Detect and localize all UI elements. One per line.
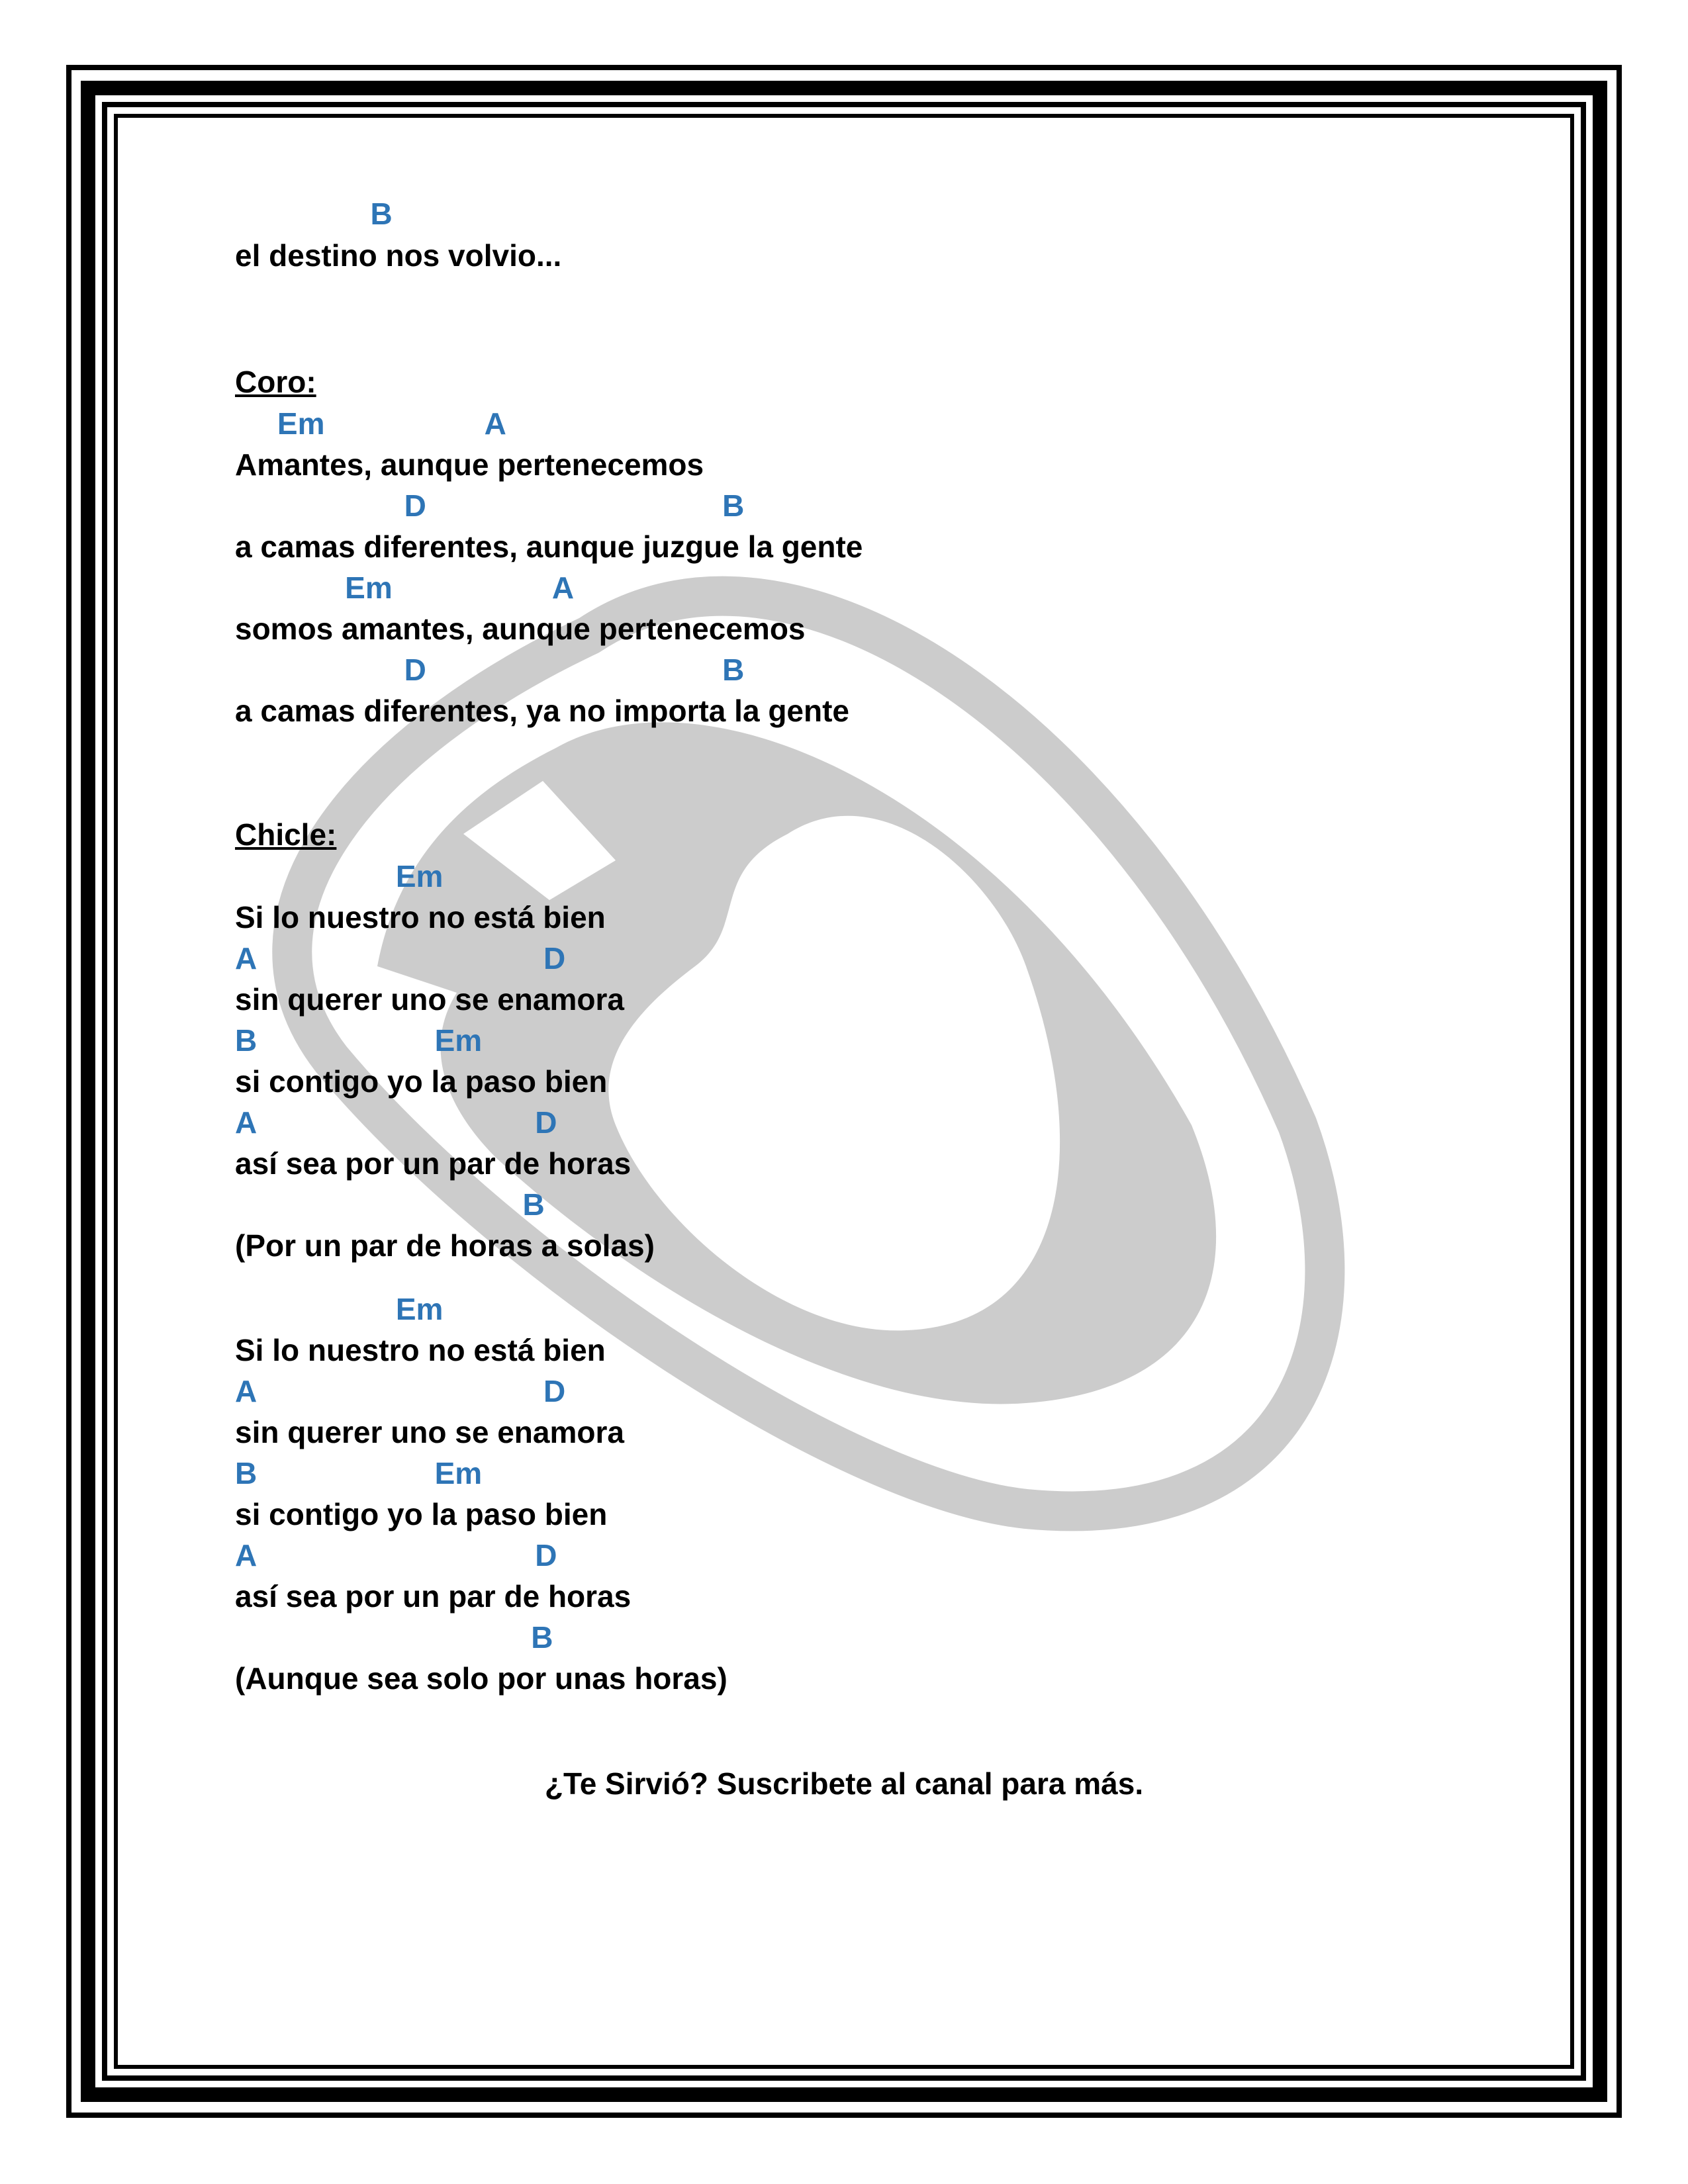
chord-line: B bbox=[235, 1187, 545, 1222]
chord-line: B Em bbox=[235, 1456, 483, 1490]
lyric-line: Si lo nuestro no está bien bbox=[235, 1333, 606, 1367]
section-heading-chicle: Chicle: bbox=[235, 817, 337, 852]
lyric-line: sin querer uno se enamora bbox=[235, 1415, 624, 1449]
chord-line: Em bbox=[235, 859, 444, 893]
chord-line: A D bbox=[235, 1374, 566, 1408]
lyric-line: el destino nos volvio... bbox=[235, 238, 562, 273]
chord-line: A D bbox=[235, 941, 566, 976]
chord-line: B bbox=[235, 1620, 553, 1655]
lyric-line: así sea por un par de horas bbox=[235, 1146, 632, 1181]
lyric-line: (Aunque sea solo por unas horas) bbox=[235, 1661, 727, 1696]
lyric-line: así sea por un par de horas bbox=[235, 1579, 632, 1614]
chord-line: B bbox=[235, 197, 393, 231]
section-heading-coro: Coro: bbox=[235, 365, 316, 399]
lyric-line: Si lo nuestro no está bien bbox=[235, 900, 606, 934]
chord-line: A D bbox=[235, 1538, 557, 1572]
chord-sheet bbox=[235, 0, 1493, 2184]
chord-line: Em A bbox=[235, 406, 506, 441]
chord-line: A D bbox=[235, 1105, 557, 1140]
chord-line: Em bbox=[235, 1292, 444, 1326]
chord-line: D B bbox=[235, 653, 745, 687]
lyric-line: Amantes, aunque pertenecemos bbox=[235, 447, 704, 482]
chord-line: B Em bbox=[235, 1023, 483, 1058]
chord-line: Em A bbox=[235, 570, 575, 605]
lyric-line: a camas diferentes, aunque juzgue la gente bbox=[235, 529, 863, 564]
lyric-line: sin querer uno se enamora bbox=[235, 982, 624, 1017]
lyric-line: si contigo yo la paso bien bbox=[235, 1064, 608, 1099]
lyric-line: si contigo yo la paso bien bbox=[235, 1497, 608, 1531]
chord-line: D B bbox=[235, 488, 745, 523]
subscribe-footer: ¿Te Sirvió? Suscribete al canal para más. bbox=[544, 1766, 1144, 1801]
lyric-line: somos amantes, aunque pertenecemos bbox=[235, 612, 806, 646]
lyric-line: (Por un par de horas a solas) bbox=[235, 1228, 655, 1263]
lyric-line: a camas diferentes, ya no importa la gente bbox=[235, 694, 849, 728]
